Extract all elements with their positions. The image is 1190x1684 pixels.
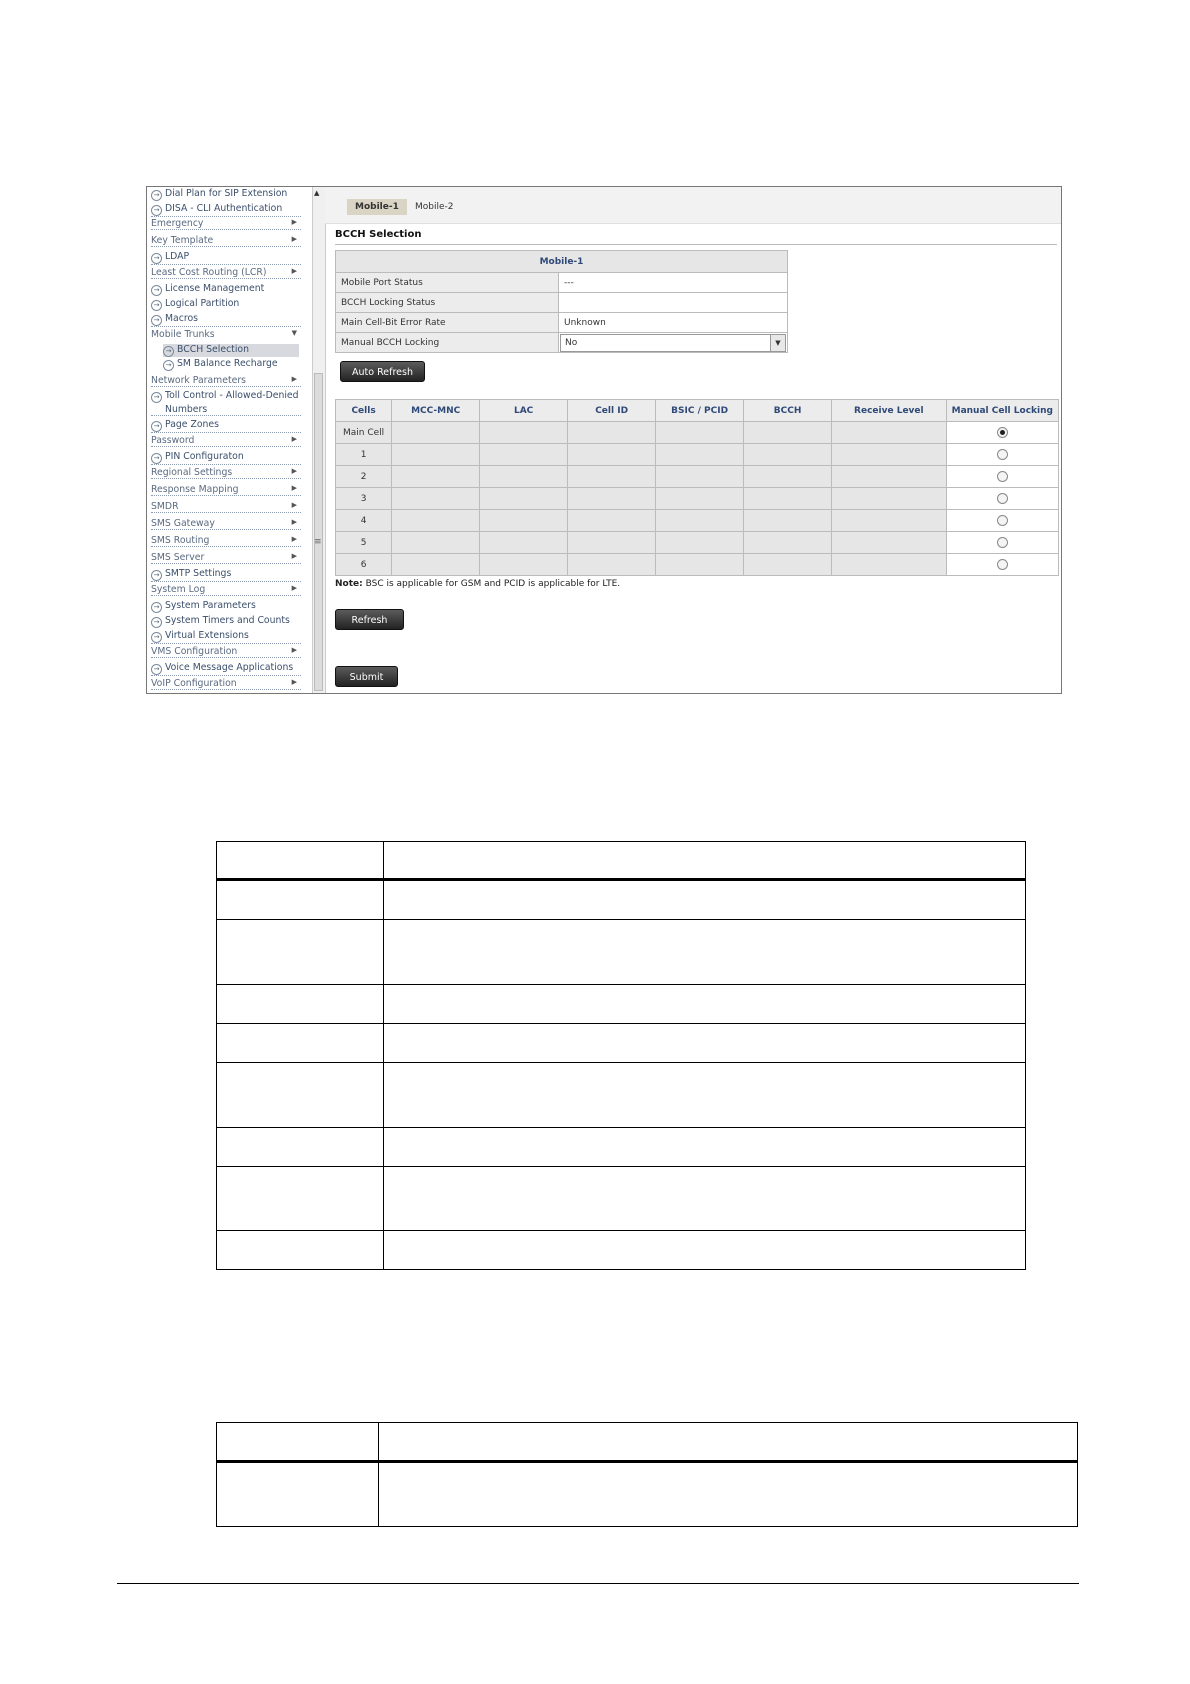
sidebar-item-lcr[interactable]: Least Cost Routing (LCR) ▶ [151, 267, 301, 279]
expand-circle-icon: → [151, 285, 162, 296]
section-divider [335, 244, 1057, 245]
lac-value [480, 532, 568, 554]
bsic-pcid-value [656, 554, 744, 576]
expand-circle-icon: → [151, 664, 162, 675]
chevron-right-icon: ▶ [291, 518, 297, 526]
lac-value [480, 444, 568, 466]
mcc-mnc-value [392, 532, 480, 554]
table-row [217, 985, 1025, 1024]
table-header-row [217, 842, 1025, 881]
receive-level-value [832, 466, 946, 488]
bsic-pcid-value [656, 444, 744, 466]
sidebar-item-virtual-extensions[interactable]: → Virtual Extensions [151, 630, 301, 644]
mcc-mnc-value [392, 554, 480, 576]
parameter-table [216, 841, 1026, 1270]
chevron-right-icon: ▶ [291, 584, 297, 592]
sidebar-item-license[interactable]: → License Management [151, 283, 301, 296]
table-header-row [217, 1423, 1077, 1463]
manual-cell-locking-radio[interactable] [997, 515, 1008, 526]
expand-circle-icon: → [151, 392, 162, 403]
lac-value [480, 554, 568, 576]
mcc-mnc-value [392, 466, 480, 488]
column-header: Manual Cell Locking [946, 400, 1058, 422]
chevron-right-icon: ▶ [291, 535, 297, 543]
manual-cell-locking-radio[interactable] [997, 537, 1008, 548]
parameter-table [216, 1422, 1078, 1527]
scroll-up-arrow-icon[interactable]: ▲ [314, 189, 320, 197]
bcch-locking-status-value [559, 293, 788, 313]
expand-circle-icon: → [151, 315, 162, 326]
chevron-right-icon: ▶ [291, 501, 297, 509]
receive-level-value [832, 532, 946, 554]
cell-label: 1 [336, 444, 392, 466]
table-row [336, 532, 1059, 554]
sidebar-item-emergency[interactable]: Emergency ▶ [151, 218, 301, 230]
cell-id-value [568, 510, 656, 532]
cell-id-value [568, 444, 656, 466]
table-row [336, 444, 1059, 466]
sidebar-item-key-template[interactable]: Key Template ▶ [151, 235, 301, 247]
sidebar-item-regional-settings[interactable]: Regional Settings ▶ [151, 467, 301, 479]
cells-table [335, 399, 1059, 576]
chevron-right-icon: ▶ [291, 646, 297, 654]
sidebar-item-dial-plan[interactable]: → Dial Plan for SIP Extension [151, 188, 301, 201]
sidebar-item-sms-gateway[interactable]: SMS Gateway ▶ [151, 518, 301, 530]
sidebar-item-logical-partition[interactable]: → Logical Partition [151, 298, 301, 311]
sidebar-item-network-parameters[interactable]: Network Parameters ▶ [151, 375, 301, 387]
cell-id-value [568, 466, 656, 488]
chevron-right-icon: ▶ [291, 235, 297, 243]
mobile-port-status-value: --- [559, 273, 788, 293]
table-row [336, 554, 1059, 576]
section-title: BCCH Selection [335, 229, 422, 240]
bcch-value [744, 444, 832, 466]
sidebar-item-response-mapping[interactable]: Response Mapping ▶ [151, 484, 301, 496]
manual-bcch-locking-value: No [565, 337, 578, 348]
sidebar-item-vms-configuration[interactable]: VMS Configuration ▶ [151, 646, 301, 658]
receive-level-value [832, 488, 946, 510]
bcch-value [744, 488, 832, 510]
table-row [217, 881, 1025, 920]
sidebar-item-sm-balance-recharge[interactable]: → SM Balance Recharge [163, 358, 299, 371]
sidebar-item-toll-control[interactable]: → Toll Control - Allowed-Denied [151, 390, 301, 403]
column-header: BSIC / PCID [656, 400, 744, 422]
sidebar-item-smtp-settings[interactable]: → SMTP Settings [151, 568, 301, 582]
expand-circle-icon: → [151, 632, 162, 643]
expand-circle-icon: → [151, 453, 162, 464]
sidebar-item-voice-message-applications[interactable]: → Voice Message Applications [151, 662, 301, 676]
column-header: Receive Level [832, 400, 946, 422]
table-row [336, 466, 1059, 488]
manual-cell-locking-cell [946, 554, 1058, 576]
chevron-down-icon[interactable]: ▼ [770, 335, 785, 351]
expand-circle-icon: → [151, 602, 162, 613]
manual-cell-locking-radio[interactable] [997, 559, 1008, 570]
chevron-right-icon: ▶ [291, 267, 297, 275]
cell-label: 3 [336, 488, 392, 510]
cell-label: 5 [336, 532, 392, 554]
sidebar-item-disa[interactable]: → DISA - CLI Authentication [151, 203, 301, 217]
table-row [336, 510, 1059, 532]
chevron-right-icon: ▶ [291, 484, 297, 492]
submit-button[interactable]: Submit [335, 666, 398, 687]
bit-error-rate-label: Main Cell-Bit Error Rate [336, 313, 559, 333]
screenshot-frame [146, 186, 1062, 694]
sidebar-item-system-log[interactable]: System Log ▶ [151, 584, 301, 596]
sidebar-item-system-parameters[interactable]: → System Parameters [151, 600, 301, 613]
bcch-value [744, 554, 832, 576]
bsic-pcid-value [656, 488, 744, 510]
bsic-pcid-value [656, 510, 744, 532]
expand-circle-icon: → [163, 360, 174, 371]
tab-bar [325, 187, 1061, 224]
manual-cell-locking-cell [946, 510, 1058, 532]
auto-refresh-button[interactable]: Auto Refresh [340, 361, 425, 382]
manual-cell-locking-radio[interactable] [997, 493, 1008, 504]
lac-value [480, 466, 568, 488]
cell-id-value [568, 422, 656, 444]
table-row [217, 1128, 1025, 1167]
mcc-mnc-value [392, 488, 480, 510]
table-row [336, 273, 788, 293]
table-row [336, 333, 788, 353]
bsic-pcid-value [656, 532, 744, 554]
lac-value [480, 422, 568, 444]
tab-mobile-1[interactable]: Mobile-1 [347, 199, 407, 215]
mcc-mnc-value [392, 510, 480, 532]
manual-cell-locking-radio[interactable] [997, 449, 1008, 460]
manual-cell-locking-cell [946, 466, 1058, 488]
manual-cell-locking-radio[interactable] [997, 427, 1008, 438]
table-row [217, 1024, 1025, 1063]
sidebar-item-pin-configuration[interactable]: → PIN Configuraton [151, 451, 301, 465]
sidebar-item-system-timers[interactable]: → System Timers and Counts [151, 615, 301, 628]
column-header: LAC [480, 400, 568, 422]
note-prefix: Note: [335, 579, 363, 589]
column-header: MCC-MNC [392, 400, 480, 422]
cell-label: 2 [336, 466, 392, 488]
note-body: BSC is applicable for GSM and PCID is applicable for LTE. [362, 579, 621, 589]
column-header: Cell ID [568, 400, 656, 422]
receive-level-value [832, 444, 946, 466]
expand-circle-icon: → [151, 300, 162, 311]
sidebar-item-password[interactable]: Password ▶ [151, 435, 301, 447]
table-row [217, 920, 1025, 985]
table-row [217, 1063, 1025, 1128]
sidebar-scrollbar[interactable] [312, 187, 326, 693]
expand-circle-icon: → [151, 253, 162, 264]
sidebar-item-page-zones[interactable]: → Page Zones [151, 419, 301, 433]
chevron-right-icon: ▶ [291, 435, 297, 443]
bcch-value [744, 532, 832, 554]
cell-id-value [568, 532, 656, 554]
expand-circle-icon: → [151, 617, 162, 628]
lac-value [480, 488, 568, 510]
table-row [217, 1167, 1025, 1231]
main-panel [325, 187, 1061, 693]
sidebar [147, 187, 311, 693]
chevron-right-icon: ▶ [291, 375, 297, 383]
tab-mobile-2[interactable]: Mobile-2 [415, 202, 454, 212]
lac-value [480, 510, 568, 532]
chevron-right-icon: ▶ [291, 218, 297, 226]
mobile-status-table [335, 250, 788, 353]
bsic-pcid-value [656, 422, 744, 444]
manual-cell-locking-radio[interactable] [997, 471, 1008, 482]
note-text [335, 579, 620, 589]
sidebar-item-voip-configuration[interactable]: VoIP Configuration ▶ [151, 678, 301, 690]
mcc-mnc-value [392, 422, 480, 444]
bit-error-rate-value: Unknown [559, 313, 788, 333]
expand-circle-icon: → [151, 190, 162, 201]
bcch-value [744, 466, 832, 488]
sidebar-item-toll-control-continued[interactable]: Numbers [151, 404, 301, 416]
sidebar-item-smdr[interactable]: SMDR ▶ [151, 501, 301, 513]
chevron-right-icon: ▶ [291, 552, 297, 560]
manual-bcch-locking-cell [559, 333, 788, 353]
sidebar-item-mobile-trunks[interactable]: Mobile Trunks ▼ [151, 329, 297, 340]
bcch-value [744, 422, 832, 444]
receive-level-value [832, 554, 946, 576]
chevron-down-icon: ▼ [291, 329, 297, 337]
manual-cell-locking-cell [946, 422, 1058, 444]
table-row [336, 422, 1059, 444]
column-header: Cells [336, 400, 392, 422]
expand-circle-icon: → [163, 346, 174, 357]
mobile-port-status-label: Mobile Port Status [336, 273, 559, 293]
status-table-header: Mobile-1 [336, 251, 788, 273]
footer-rule [117, 1583, 1079, 1584]
cell-label: 4 [336, 510, 392, 532]
refresh-button[interactable]: Refresh [335, 609, 404, 630]
expand-circle-icon: → [151, 205, 162, 216]
expand-circle-icon: → [151, 421, 162, 432]
cell-label: Main Cell [336, 422, 392, 444]
cell-id-value [568, 554, 656, 576]
column-header: BCCH [744, 400, 832, 422]
bcch-locking-status-label: BCCH Locking Status [336, 293, 559, 313]
chevron-right-icon: ▶ [291, 678, 297, 686]
sidebar-item-sms-server[interactable]: SMS Server ▶ [151, 552, 301, 564]
expand-circle-icon: → [151, 570, 162, 581]
manual-bcch-locking-select[interactable] [560, 334, 786, 352]
cell-id-value [568, 488, 656, 510]
manual-cell-locking-cell [946, 532, 1058, 554]
sidebar-item-macros[interactable]: → Macros [151, 313, 301, 327]
grip-icon: ≡ [314, 537, 322, 547]
bcch-value [744, 510, 832, 532]
mcc-mnc-value [392, 444, 480, 466]
manual-cell-locking-cell [946, 444, 1058, 466]
sidebar-item-bcch-selection[interactable]: → BCCH Selection [163, 344, 299, 357]
cell-label: 6 [336, 554, 392, 576]
receive-level-value [832, 510, 946, 532]
table-row [336, 313, 788, 333]
bsic-pcid-value [656, 466, 744, 488]
chevron-right-icon: ▶ [291, 467, 297, 475]
sidebar-item-sms-routing[interactable]: SMS Routing ▶ [151, 535, 301, 547]
table-row [336, 488, 1059, 510]
scrollbar-thumb[interactable] [314, 373, 323, 691]
manual-bcch-locking-label: Manual BCCH Locking [336, 333, 559, 353]
receive-level-value [832, 422, 946, 444]
manual-cell-locking-cell [946, 488, 1058, 510]
sidebar-item-ldap[interactable]: → LDAP [151, 251, 301, 265]
table-row [336, 293, 788, 313]
